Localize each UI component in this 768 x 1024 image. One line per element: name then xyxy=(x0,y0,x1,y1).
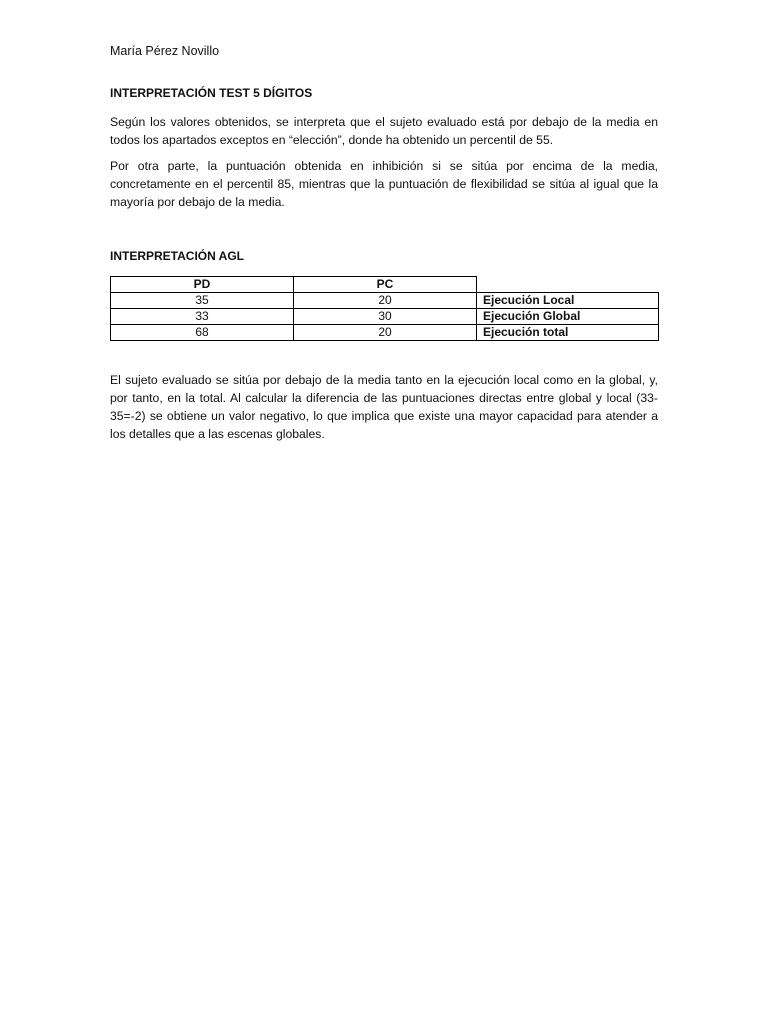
cell-pc: 30 xyxy=(294,309,477,325)
agl-table xyxy=(110,276,659,341)
cell-label: Ejecución Global xyxy=(477,309,659,325)
cell-label: Ejecución Local xyxy=(477,293,659,309)
table-row xyxy=(111,309,659,325)
cell-pd: 68 xyxy=(111,325,294,341)
paragraph-test-5-digitos-2: Por otra parte, la puntuación obtenida en inhibición si se sitúa por encima de la media, concretamente en el percentil 85, mientras que la puntuación de flexibilidad se sitúa al igual que la mayoría por debajo de la media. xyxy=(110,159,658,209)
column-header-empty xyxy=(477,277,659,293)
cell-pc: 20 xyxy=(294,293,477,309)
heading-test-5-digitos: INTERPRETACIÓN TEST 5 DÍGITOS xyxy=(110,86,313,100)
author-name: María Pérez Novillo xyxy=(110,44,220,58)
heading-agl: INTERPRETACIÓN AGL xyxy=(110,249,244,263)
cell-pd: 33 xyxy=(111,309,294,325)
table-row xyxy=(111,325,659,341)
table-header-row xyxy=(111,277,659,293)
column-header-pd: PD xyxy=(111,277,294,293)
paragraph-agl: El sujeto evaluado se sitúa por debajo de la media tanto en la ejecución local como en la global, y, por tanto, en la total. Al calcular la diferencia de las puntuaciones directas entre global y local (33-35=-2) se obtiene un valor negativo, lo que implica que existe una mayor capacidad para atender a los detalles que a las escenas globales. xyxy=(110,373,658,441)
cell-pc: 20 xyxy=(294,325,477,341)
cell-label: Ejecución total xyxy=(477,325,659,341)
paragraph-test-5-digitos-1: Según los valores obtenidos, se interpreta que el sujeto evaluado está por debajo de la media en todos los apartados exceptos en “elección”, donde ha obtenido un percentil de 55. xyxy=(110,115,658,147)
cell-pd: 35 xyxy=(111,293,294,309)
table-row xyxy=(111,293,659,309)
column-header-pc: PC xyxy=(294,277,477,293)
